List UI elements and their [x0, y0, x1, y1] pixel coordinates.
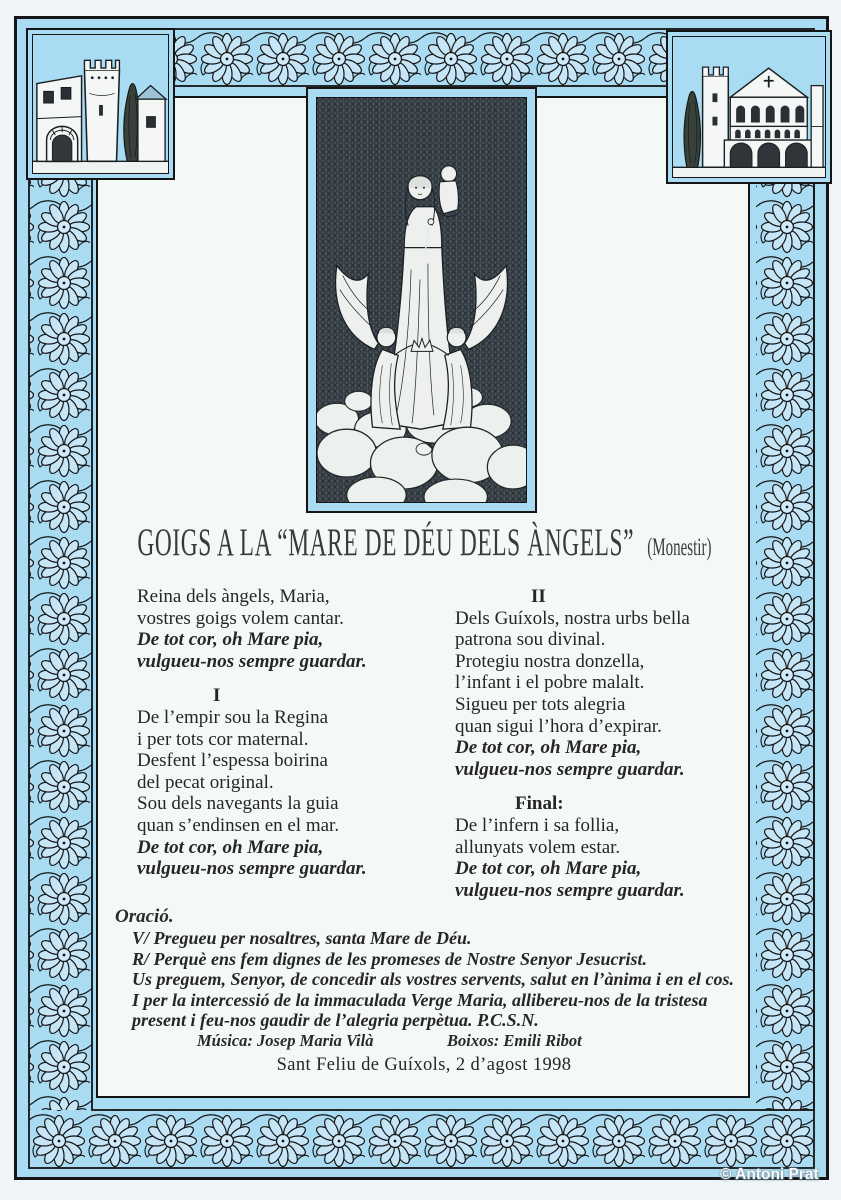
- oracio-line: present i feu-nos gaudir de l’alegria perpètua. P.C.S.N.: [132, 1010, 539, 1031]
- verse-line: Dels Guíxols, nostra urbs bella: [455, 607, 690, 629]
- music-credit: Música: Josep Maria Vilà: [197, 1031, 374, 1050]
- verse-line: Sou dels navegants la guia: [137, 793, 339, 815]
- title-suffix: (Monestir): [646, 534, 712, 561]
- oracio-line: I per la intercessió de la immaculada Verge Maria, allibereu-nos de la tristesa: [132, 989, 708, 1010]
- imprint-line: Sant Feliu de Guíxols, 2 d’agost 1998: [276, 1055, 572, 1075]
- verse-column-left: [137, 586, 437, 880]
- verse-line: Sigueu per tots alegria: [455, 693, 626, 715]
- verse-line: Reina dels àngels, Maria,: [137, 586, 330, 607]
- oracio-line: R/ Perquè ens fem dignes de les promeses de Nostre Senyor Jesucrist.: [132, 948, 647, 969]
- verse-line: i per tots cor maternal.: [137, 728, 309, 750]
- oracio-line: Us preguem, Senyor, de concedir als vostres servents, salut en l’ànima i en el cos.: [132, 969, 734, 990]
- page-title: [97, 520, 751, 570]
- verse-line: l’infant i el pobre malalt.: [455, 672, 645, 694]
- oracio-section: [115, 905, 740, 1031]
- stanza-label-2: II: [531, 586, 546, 607]
- verse-line: Desfent l’espessa boirina: [137, 750, 328, 772]
- verse-column-right: [455, 586, 755, 901]
- refrain-line: vulgueu-nos sempre guardar.: [455, 758, 685, 780]
- oracio-heading: Oració.: [115, 906, 174, 927]
- oracio-line: V/ Pregueu per nosaltres, santa Mare de Déu.: [132, 928, 472, 948]
- verse-line: Protegiu nostra donzella,: [455, 650, 645, 672]
- refrain-line: vulgueu-nos sempre guardar.: [137, 858, 367, 880]
- title-wrapper: [137, 520, 711, 565]
- refrain-line: vulgueu-nos sempre guardar.: [455, 879, 685, 901]
- refrain-line: De tot cor, oh Mare pia,: [455, 737, 642, 759]
- verse-line: De l’infern i sa follia,: [455, 814, 620, 836]
- refrain-line: De tot cor, oh Mare pia,: [455, 858, 642, 880]
- verse-line: quan sigui l’hora d’expirar.: [455, 715, 662, 737]
- copyright-credit: © Antoni Prat: [720, 1166, 819, 1183]
- stanza-label-final: Final:: [515, 793, 564, 815]
- refrain-line: vulgueu-nos sempre guardar.: [137, 650, 367, 672]
- title-main: GOIGS A LA “MARE DE DÉU DELS ÀNGELS”: [136, 521, 634, 564]
- verse-line: De l’empir sou la Regina: [137, 706, 329, 728]
- refrain-line: De tot cor, oh Mare pia,: [137, 629, 324, 651]
- woodcut-credit: Boixos: Emili Ribot: [447, 1031, 582, 1050]
- verse-line: quan s’endinsen en el mar.: [137, 814, 340, 836]
- verse-line: del pecat original.: [137, 771, 274, 793]
- refrain-line: De tot cor, oh Mare pia,: [137, 836, 324, 858]
- verse-line: patrona sou divinal.: [455, 629, 606, 651]
- stanza-label-1: I: [213, 685, 221, 707]
- verse-line: allunyats volem estar.: [455, 836, 621, 858]
- credits-row: [0, 1031, 841, 1053]
- verse-line: vostres goigs volem cantar.: [137, 607, 344, 629]
